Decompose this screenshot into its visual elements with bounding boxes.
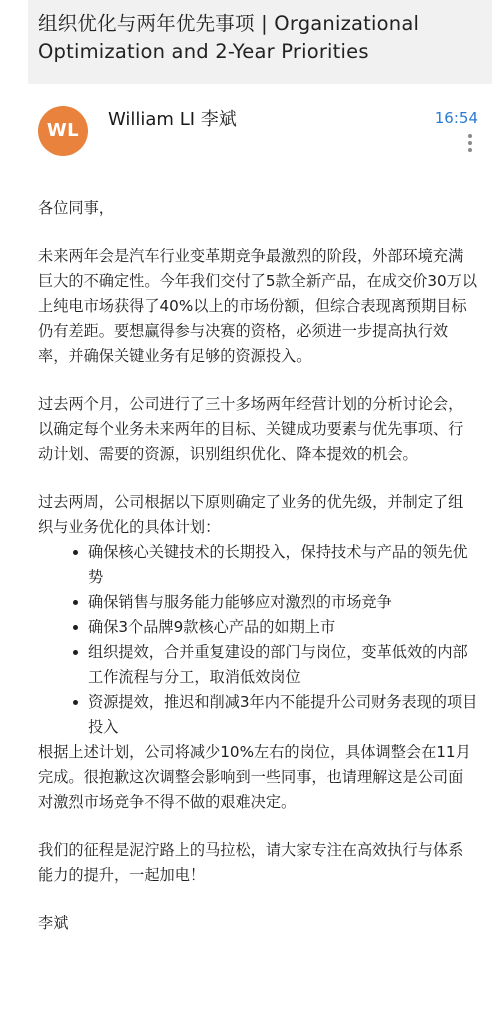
list-item: 确保3个品牌9款核心产品的如期上市 [76, 615, 478, 640]
vertical-ellipsis-icon[interactable] [466, 134, 474, 154]
sender-name[interactable]: William LI 李斌 [108, 109, 237, 130]
list-item: 资源提效，推迟和削减3年内不能提升公司财务表现的项目投入 [76, 690, 478, 740]
sender-row [30, 104, 490, 164]
greeting: 各位同事， [38, 199, 114, 217]
paragraph-2: 过去两个月，公司进行了三十多场两年经营计划的分析讨论会，以确定每个业务未来两年的目标、关键成功要素与优先事项、行动计划、需要的资源，识别组织优化、降本提效的机会。 [38, 395, 464, 463]
signature: 李斌 [38, 914, 69, 932]
email-subject: 组织优化与两年优先事项 | Organizational Optimization and 2-Year Priorities [38, 12, 420, 63]
paragraph-1: 未来两年会是汽车行业变革期竞争最激烈的阶段，外部环境充满巨大的不确定性。今年我们交付了5款全新产品，在成交价30万以上纯电市场获得了40%以上的市场份额，但综合表现离预期目标仍有差距。要想赢得参与决赛的资格，必须进一步提高执行效率，并确保关键业务有足够的资源投入。 [38, 247, 478, 365]
list-item: 确保销售与服务能力能够应对激烈的市场竞争 [76, 590, 478, 615]
closing-paragraph: 我们的征程是泥泞路上的马拉松，请大家专注在高效执行与体系能力的提升，一起加电！ [38, 841, 464, 884]
list-item: 组织提效，合并重复建设的部门与岗位，变革低效的内部工作流程与分工，取消低效岗位 [76, 640, 478, 690]
list-item: 确保核心关键技术的长期投入，保持技术与产品的领先优势 [76, 540, 478, 590]
email-body [38, 196, 478, 959]
email-subject-bar [28, 0, 492, 84]
paragraph-3: 过去两周，公司根据以下原则确定了业务的优先级，并制定了组织与业务优化的具体计划： [38, 493, 464, 536]
principles-list [38, 540, 478, 740]
email-time: 16:54 [434, 109, 478, 127]
avatar[interactable]: WL [38, 106, 88, 156]
paragraph-4: 根据上述计划，公司将减少10%左右的岗位，具体调整会在11月完成。很抱歉这次调整会影响到一些同事，也请理解这是公司面对激烈市场竞争不得不做的艰难决定。 [38, 743, 471, 811]
